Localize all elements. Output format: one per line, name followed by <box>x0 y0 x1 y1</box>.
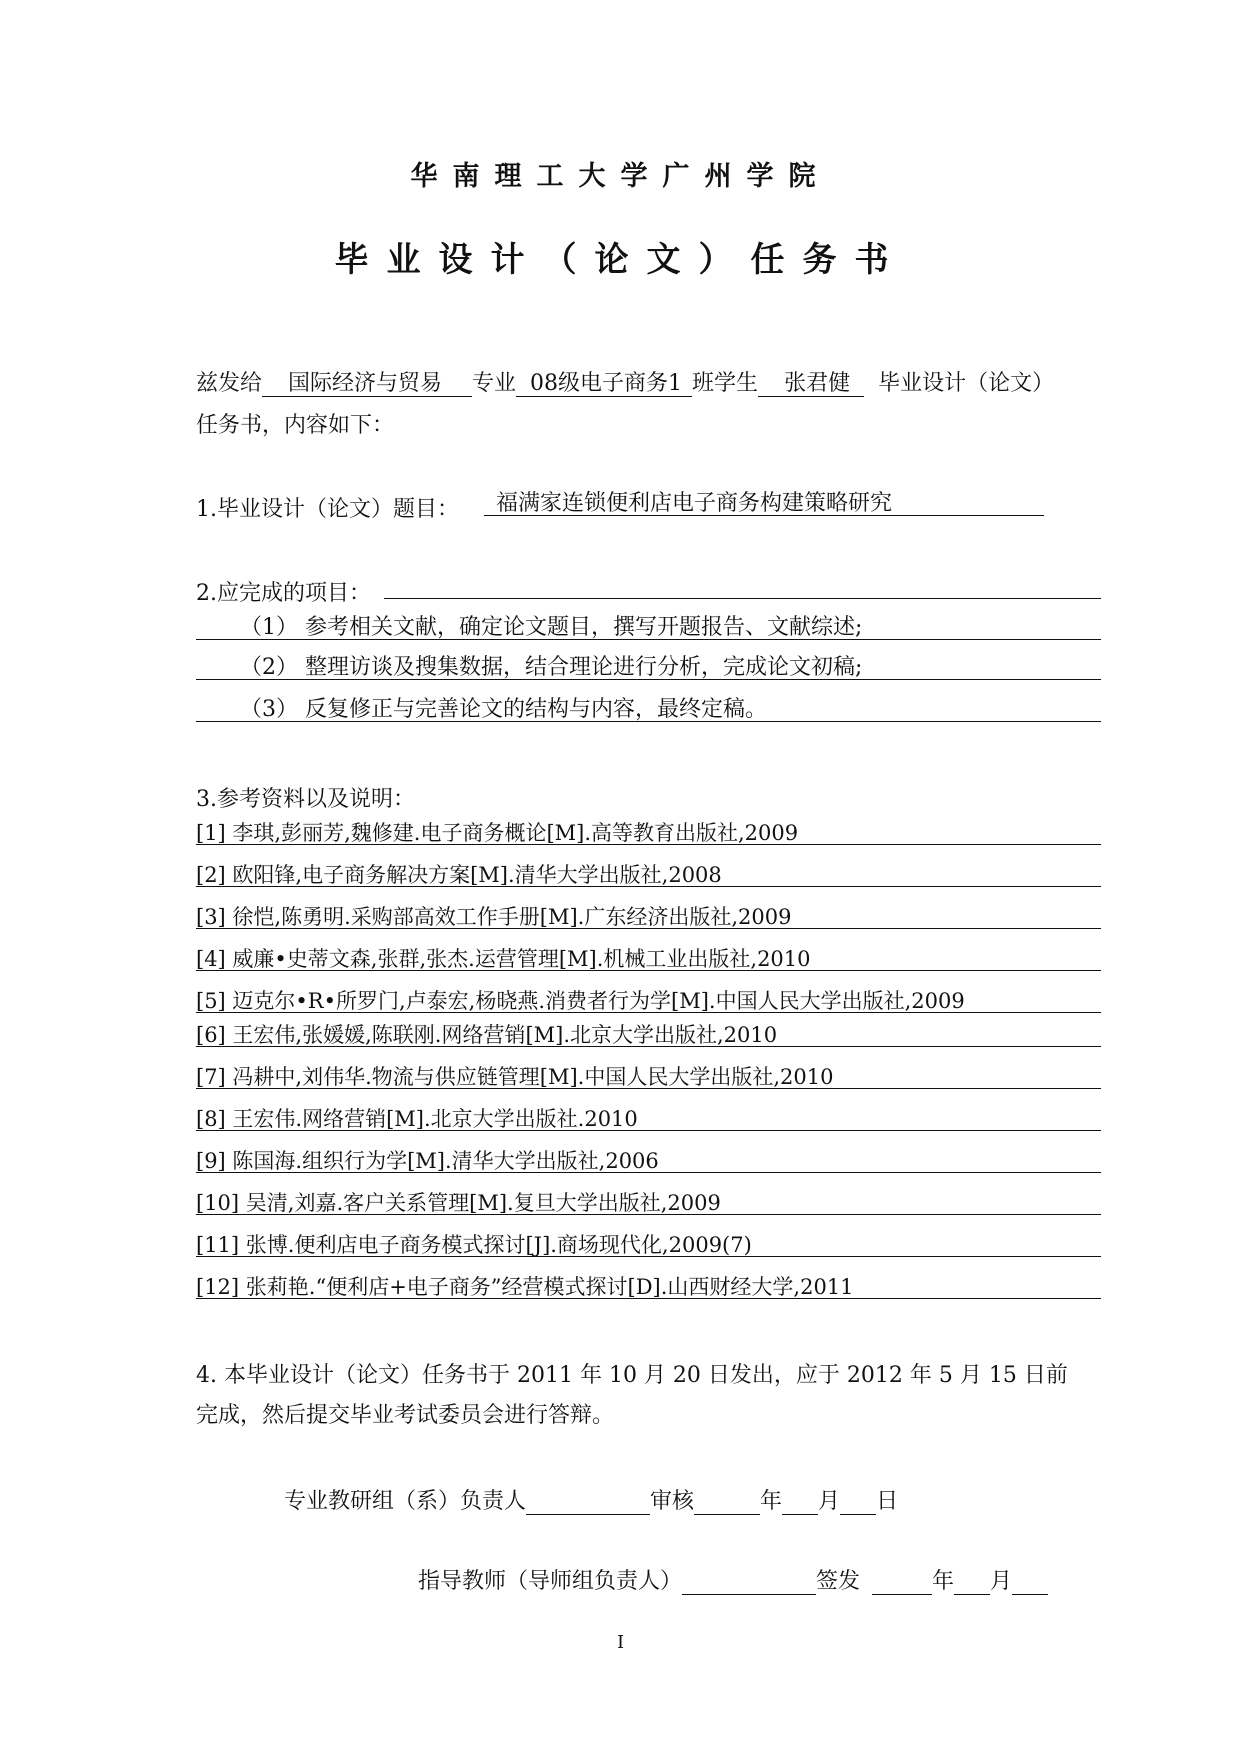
dept-head-blank[interactable] <box>526 1489 650 1515</box>
document-title: 毕业设计（论文）任务书 <box>334 240 907 280</box>
review-year-label: 年 <box>760 1489 783 1514</box>
issue-end-blank[interactable] <box>1012 1569 1048 1595</box>
intro-line-1 <box>196 366 1054 397</box>
signature-row-2 <box>418 1564 1048 1595</box>
intro-line-2: 任务书，内容如下： <box>196 413 395 438</box>
reference-item: [3] 徐恺,陈勇明.采购部高效工作手册[M].广东经济出版社,2009 <box>196 906 1101 929</box>
intro-class-suffix: 班学生 <box>692 371 759 396</box>
intro-major-suffix: 专业 <box>472 371 517 396</box>
reference-item: [9] 陈国海.组织行为学[M].清华大学出版社,2006 <box>196 1150 1101 1173</box>
issue-month-blank[interactable] <box>954 1569 990 1595</box>
page-number: I <box>616 1632 625 1653</box>
reference-item: [2] 欧阳锋,电子商务解决方案[M].清华大学出版社,2008 <box>196 864 1101 887</box>
review-month-blank[interactable] <box>782 1489 818 1515</box>
advisor-label: 指导教师（导师组负责人） <box>418 1569 683 1594</box>
reference-item: [8] 王宏伟.网络营销[M].北京大学出版社.2010 <box>196 1108 1101 1131</box>
reference-item: [10] 吴清,刘嘉.客户关系管理[M].复旦大学出版社,2009 <box>196 1192 1101 1215</box>
issue-year-blank[interactable] <box>872 1569 932 1595</box>
sign-issue-label: 签发 <box>816 1569 861 1594</box>
section-2-label: 2.应完成的项目： <box>196 581 371 606</box>
task-item-2: （2） 整理访谈及搜集数据，结合理论进行分析，完成论文初稿; <box>196 656 1101 680</box>
intro-prefix: 兹发给 <box>196 371 263 396</box>
section-2-label-line <box>384 598 1101 599</box>
reference-item: [6] 王宏伟,张媛媛,陈联刚.网络营销[M].北京大学出版社,2010 <box>196 1024 1101 1047</box>
reference-item: [1] 李琪,彭丽芳,魏修建.电子商务概论[M].高等教育出版社,2009 <box>196 822 1101 845</box>
advisor-blank[interactable] <box>682 1569 816 1595</box>
reference-item: [11] 张博.便利店电子商务模式探讨[J].商场现代化,2009(7) <box>196 1234 1101 1257</box>
section-4-line-2: 完成，然后提交毕业考试委员会进行答辩。 <box>196 1403 615 1428</box>
issue-year-label: 年 <box>932 1569 955 1594</box>
issue-month-label: 月 <box>990 1569 1013 1594</box>
class-field: 08级电子商务1 <box>516 371 692 397</box>
review-month-label: 月 <box>818 1489 841 1514</box>
school-name: 华南理工大学广州学院 <box>410 161 831 192</box>
intro-thesis-suffix: 毕业设计（论文） <box>878 371 1055 396</box>
reference-item: [5] 迈克尔•R•所罗门,卢泰宏,杨晓燕.消费者行为学[M].中国人民大学出版社,2009 <box>196 990 1101 1013</box>
reference-item: [7] 冯耕中,刘伟华.物流与供应链管理[M].中国人民大学出版社,2010 <box>196 1066 1101 1089</box>
review-day-label: 日 <box>876 1489 899 1514</box>
task-item-1: （1） 参考相关文献，确定论文题目，撰写开题报告、文献综述; <box>196 616 1101 640</box>
section-1-label: 1.毕业设计（论文）题目： <box>196 497 459 522</box>
section-3-label: 3.参考资料以及说明： <box>196 787 415 812</box>
review-day-blank[interactable] <box>840 1489 876 1515</box>
review-year-blank[interactable] <box>694 1489 760 1515</box>
task-item-3: （3） 反复修正与完善论文的结构与内容，最终定稿。 <box>196 698 1101 722</box>
dept-head-label: 专业教研组（系）负责人 <box>284 1489 527 1514</box>
section-4-line-1: 4. 本毕业设计（论文）任务书于 2011 年 10 月 20 日发出，应于 2012 年 5 月 15 日前 <box>196 1363 1068 1388</box>
student-field: 张君健 <box>758 371 864 397</box>
reference-item: [12] 张莉艳.“便利店+电子商务”经营模式探讨[D].山西财经大学,2011 <box>196 1276 1101 1299</box>
major-field: 国际经济与贸易 <box>262 371 472 397</box>
reference-item: [4] 威廉•史蒂文森,张群,张杰.运营管理[M].机械工业出版社,2010 <box>196 948 1101 971</box>
signature-row-1 <box>284 1484 898 1515</box>
review-label: 审核 <box>650 1489 695 1514</box>
thesis-topic-field: 福满家连锁便利店电子商务构建策略研究 <box>484 492 1044 516</box>
